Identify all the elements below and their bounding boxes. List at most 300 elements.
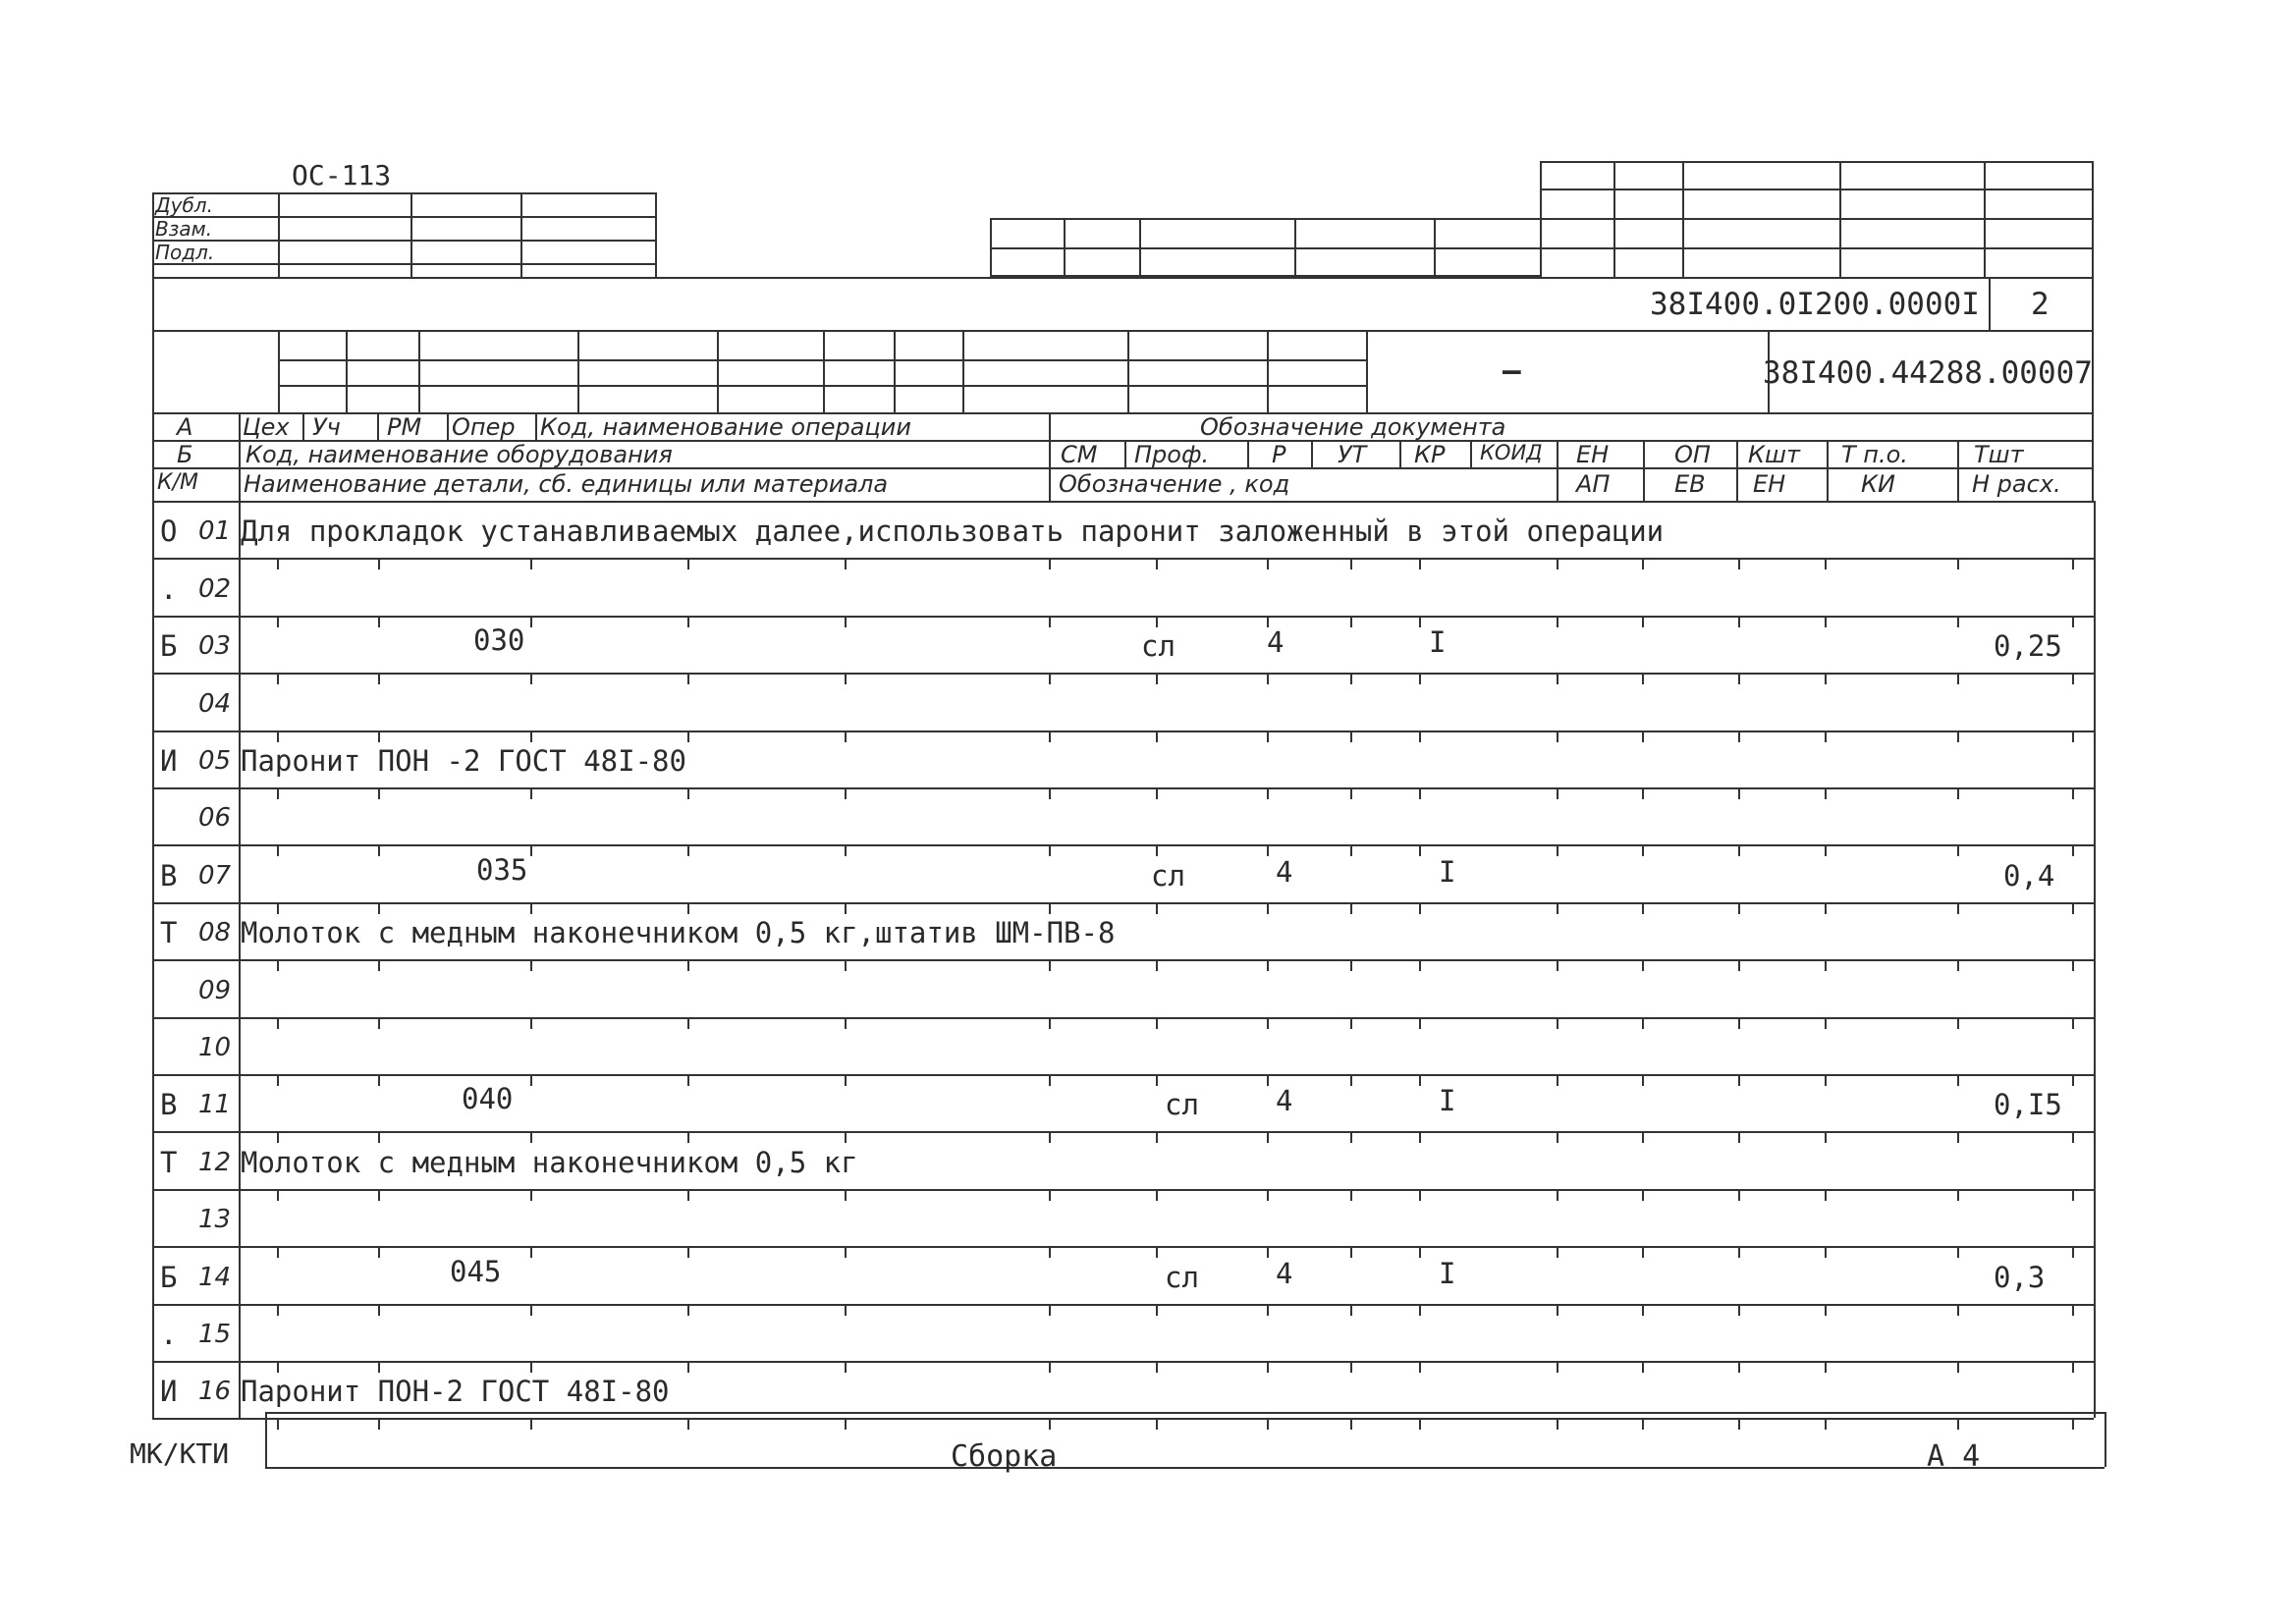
- column-tick: [687, 1131, 689, 1143]
- column-tick: [1156, 787, 1158, 799]
- column-tick: [378, 1131, 380, 1143]
- column-tick: [1738, 902, 1740, 914]
- column-tick: [277, 1304, 279, 1316]
- column-tick: [1957, 844, 1959, 856]
- column-tick: [1156, 844, 1158, 856]
- column-tick: [2072, 1246, 2074, 1258]
- column-tick: [1738, 731, 1740, 742]
- column-tick: [1957, 1246, 1959, 1258]
- header-label-tpo: Т п.о.: [1841, 441, 1908, 468]
- column-tick: [530, 1074, 532, 1086]
- column-tick: [2072, 1074, 2074, 1086]
- worker-code: сл: [1165, 1261, 1199, 1294]
- row-number: 08: [198, 918, 232, 947]
- column-tick: [1738, 1304, 1740, 1316]
- column-tick: [1642, 1017, 1644, 1029]
- column-tick: [2072, 616, 2074, 627]
- column-tick: [277, 1418, 279, 1430]
- column-tick: [687, 1418, 689, 1430]
- column-tick: [277, 787, 279, 799]
- column-tick: [1350, 844, 1352, 856]
- column-tick: [530, 1418, 532, 1430]
- column-tick: [1049, 787, 1051, 799]
- header-label-op: ОП: [1674, 441, 1711, 468]
- column-tick: [1825, 1246, 1827, 1258]
- column-tick: [1825, 1074, 1827, 1086]
- row-number: 01: [198, 516, 232, 546]
- column-tick: [1267, 787, 1269, 799]
- piece-time: 0,4: [2003, 859, 2055, 893]
- column-tick: [1557, 731, 1558, 742]
- column-tick: [1738, 787, 1740, 799]
- column-tick: [277, 731, 279, 742]
- column-tick: [378, 1017, 380, 1029]
- column-tick: [1350, 616, 1352, 627]
- header-label-rm: РМ: [387, 413, 422, 441]
- header-label-ev: ЕВ: [1674, 470, 1706, 498]
- column-tick: [1267, 1017, 1269, 1029]
- column-tick: [1825, 902, 1827, 914]
- column-tick: [687, 1189, 689, 1201]
- column-tick: [378, 1246, 380, 1258]
- column-tick: [1957, 1074, 1959, 1086]
- column-tick: [845, 731, 847, 742]
- column-tick: [1419, 1418, 1421, 1430]
- column-tick: [1267, 1304, 1269, 1316]
- column-tick: [1738, 558, 1740, 569]
- column-tick: [1557, 902, 1558, 914]
- worker-count: I: [1439, 1084, 1456, 1117]
- row-number: 06: [198, 803, 232, 833]
- row-type-letter: О: [160, 514, 178, 548]
- worker-count: I: [1439, 1257, 1456, 1290]
- row-rule: [152, 1074, 2094, 1076]
- row-type-letter: .: [160, 572, 178, 606]
- approval-label-podl: Подл.: [155, 241, 215, 264]
- row-rule: [152, 558, 2094, 560]
- column-tick: [1642, 959, 1644, 971]
- column-tick: [1642, 1131, 1644, 1143]
- column-tick: [1419, 1246, 1421, 1258]
- column-tick: [1738, 959, 1740, 971]
- column-tick: [845, 1418, 847, 1430]
- column-tick: [1267, 1074, 1269, 1086]
- column-tick: [1825, 1131, 1827, 1143]
- row-rule: [152, 959, 2094, 961]
- column-tick: [1825, 1304, 1827, 1316]
- column-tick: [1419, 959, 1421, 971]
- column-tick: [1350, 1074, 1352, 1086]
- column-tick: [1049, 1304, 1051, 1316]
- row-rule: [152, 1246, 2094, 1248]
- column-tick: [1738, 616, 1740, 627]
- row-number: 09: [198, 976, 232, 1005]
- column-tick: [1557, 1131, 1558, 1143]
- worker-code: сл: [1151, 859, 1185, 893]
- column-tick: [1156, 1189, 1158, 1201]
- column-tick: [1156, 959, 1158, 971]
- column-tick: [1419, 787, 1421, 799]
- column-tick: [1738, 1189, 1740, 1201]
- row-type-letter: И: [160, 744, 178, 778]
- column-tick: [1350, 731, 1352, 742]
- column-tick: [1642, 1246, 1644, 1258]
- column-tick: [277, 902, 279, 914]
- header-label-operation: Код, наименование операции: [540, 413, 911, 441]
- header-label-uch: Уч: [312, 413, 341, 441]
- column-tick: [530, 844, 532, 856]
- column-tick: [1350, 1017, 1352, 1029]
- row-rule: [152, 844, 2094, 846]
- column-tick: [530, 1017, 532, 1029]
- row-text: Молоток с медным наконечником 0,5 кг: [241, 1146, 858, 1179]
- column-tick: [1267, 1361, 1269, 1373]
- column-tick: [277, 1017, 279, 1029]
- table-right-border: [2094, 501, 2096, 1418]
- header-label-tsekh: Цех: [243, 413, 290, 441]
- column-tick: [1419, 616, 1421, 627]
- column-tick: [1642, 558, 1644, 569]
- approval-label-vzam: Взам.: [155, 217, 213, 241]
- column-tick: [845, 959, 847, 971]
- column-tick: [1419, 844, 1421, 856]
- column-tick: [1419, 1074, 1421, 1086]
- row-rule: [152, 616, 2094, 618]
- column-tick: [1825, 1361, 1827, 1373]
- header-label-document: Обозначение документа: [1200, 413, 1506, 441]
- row-text: Паронит ПОН -2 ГОСТ 48I-80: [241, 744, 686, 778]
- row-number: 16: [198, 1377, 232, 1406]
- column-tick: [1957, 1361, 1959, 1373]
- column-tick: [1557, 616, 1558, 627]
- column-tick: [1049, 959, 1051, 971]
- column-tick: [1419, 731, 1421, 742]
- row-rule: [152, 787, 2094, 789]
- column-tick: [378, 673, 380, 684]
- row-type-letter: .: [160, 1318, 178, 1351]
- column-tick: [687, 902, 689, 914]
- column-tick: [1049, 616, 1051, 627]
- column-tick: [1156, 1246, 1158, 1258]
- column-tick: [2072, 959, 2074, 971]
- column-tick: [1642, 787, 1644, 799]
- column-tick: [1557, 844, 1558, 856]
- column-tick: [530, 902, 532, 914]
- column-tick: [1156, 1304, 1158, 1316]
- column-tick: [1419, 1131, 1421, 1143]
- column-tick: [1419, 1017, 1421, 1029]
- column-tick: [1350, 959, 1352, 971]
- column-tick: [1738, 1017, 1740, 1029]
- column-tick: [1156, 1017, 1158, 1029]
- column-tick: [1738, 1418, 1740, 1430]
- doc-code-secondary: 38I400.44288.00007: [1763, 355, 2093, 391]
- row-rule: [152, 902, 2094, 904]
- header-label-en: ЕН: [1576, 441, 1610, 468]
- column-tick: [1267, 844, 1269, 856]
- header-label-nrask: Н расх.: [1972, 470, 2061, 498]
- column-tick: [1642, 673, 1644, 684]
- header-label-prof: Проф.: [1134, 441, 1210, 468]
- row-type-letter: И: [160, 1375, 178, 1408]
- column-tick: [530, 731, 532, 742]
- profession-grade: 4: [1276, 855, 1293, 889]
- column-tick: [1350, 1361, 1352, 1373]
- column-tick: [530, 959, 532, 971]
- column-tick: [845, 616, 847, 627]
- header-label-en2: ЕН: [1753, 470, 1786, 498]
- header-label-kshr: Кшт: [1748, 441, 1800, 468]
- worker-count: I: [1439, 855, 1456, 889]
- column-tick: [1642, 1304, 1644, 1316]
- piece-time: 0,3: [1994, 1261, 2046, 1294]
- column-tick: [687, 731, 689, 742]
- column-tick: [1049, 731, 1051, 742]
- column-tick: [1156, 1418, 1158, 1430]
- sheet-number: 2: [2031, 287, 2050, 322]
- column-tick: [530, 1189, 532, 1201]
- column-tick: [1267, 1131, 1269, 1143]
- header-marker-a: А: [177, 413, 193, 441]
- column-tick: [1350, 1131, 1352, 1143]
- row-rule: [152, 1304, 2094, 1306]
- column-tick: [1419, 1361, 1421, 1373]
- column-tick: [378, 844, 380, 856]
- dash-mark: –: [1503, 353, 1521, 389]
- column-tick: [845, 1304, 847, 1316]
- column-tick: [277, 1131, 279, 1143]
- column-tick: [1825, 1189, 1827, 1201]
- column-tick: [1557, 787, 1558, 799]
- column-tick: [1825, 844, 1827, 856]
- footer-form-code: МК/КТИ: [130, 1437, 230, 1470]
- column-tick: [1267, 1246, 1269, 1258]
- row-number: 15: [198, 1320, 232, 1349]
- column-tick: [845, 1074, 847, 1086]
- column-tick: [1738, 844, 1740, 856]
- column-tick: [845, 787, 847, 799]
- worker-code: сл: [1165, 1088, 1199, 1121]
- column-tick: [845, 673, 847, 684]
- column-tick: [1957, 1017, 1959, 1029]
- operation-code: 045: [450, 1255, 502, 1288]
- header-label-equipment: Код, наименование оборудования: [246, 441, 673, 468]
- column-tick: [1642, 1189, 1644, 1201]
- column-tick: [2072, 1131, 2074, 1143]
- header-label-ut: УТ: [1338, 441, 1367, 468]
- column-tick: [1267, 902, 1269, 914]
- column-tick: [530, 1131, 532, 1143]
- column-tick: [1350, 787, 1352, 799]
- column-tick: [1350, 558, 1352, 569]
- column-tick: [1049, 1017, 1051, 1029]
- column-tick: [1049, 1246, 1051, 1258]
- column-tick: [1419, 1304, 1421, 1316]
- row-type-letter: Б: [160, 1261, 178, 1294]
- row-rule: [152, 1361, 2094, 1363]
- column-tick: [1557, 1189, 1558, 1201]
- column-tick: [1049, 1074, 1051, 1086]
- column-tick: [2072, 1304, 2074, 1316]
- column-tick: [687, 1361, 689, 1373]
- column-tick: [1642, 844, 1644, 856]
- column-tick: [378, 558, 380, 569]
- column-tick: [1642, 731, 1644, 742]
- column-tick: [845, 558, 847, 569]
- column-tick: [1049, 1418, 1051, 1430]
- operation-code: 035: [476, 853, 528, 887]
- row-text: Паронит ПОН-2 ГОСТ 48I-80: [241, 1375, 670, 1408]
- column-tick: [1642, 1361, 1644, 1373]
- profession-grade: 4: [1267, 625, 1285, 659]
- header-label-sm: СМ: [1061, 441, 1098, 468]
- column-tick: [2072, 731, 2074, 742]
- column-tick: [1642, 616, 1644, 627]
- profession-grade: 4: [1276, 1257, 1293, 1290]
- column-tick: [1156, 1131, 1158, 1143]
- column-tick: [1642, 1418, 1644, 1430]
- column-tick: [687, 1074, 689, 1086]
- row-number: 03: [198, 631, 232, 661]
- column-tick: [687, 1246, 689, 1258]
- column-tick: [1957, 959, 1959, 971]
- column-tick: [2072, 1017, 2074, 1029]
- column-tick: [1049, 673, 1051, 684]
- column-tick: [1642, 1074, 1644, 1086]
- header-marker-b: Б: [177, 441, 193, 468]
- row-number: 02: [198, 574, 232, 604]
- form-number: ОС-113: [292, 159, 392, 191]
- column-tick: [1350, 673, 1352, 684]
- column-tick: [277, 1361, 279, 1373]
- column-tick: [530, 616, 532, 627]
- column-tick: [530, 1361, 532, 1373]
- worker-count: I: [1429, 625, 1447, 659]
- row-type-letter: В: [160, 1088, 178, 1121]
- column-tick: [2072, 1418, 2074, 1430]
- column-tick: [277, 844, 279, 856]
- column-tick: [1738, 1131, 1740, 1143]
- column-tick: [2072, 844, 2074, 856]
- column-tick: [1957, 1189, 1959, 1201]
- column-tick: [1049, 844, 1051, 856]
- column-tick: [277, 616, 279, 627]
- column-tick: [1557, 673, 1558, 684]
- row-number: 12: [198, 1148, 232, 1177]
- footer-sheet-format: А 4: [1927, 1439, 1981, 1474]
- column-tick: [1957, 616, 1959, 627]
- column-tick: [687, 1017, 689, 1029]
- column-tick: [277, 959, 279, 971]
- column-tick: [1557, 1017, 1558, 1029]
- column-tick: [1350, 902, 1352, 914]
- column-tick: [1557, 1418, 1558, 1430]
- column-tick: [1957, 1131, 1959, 1143]
- row-number: 07: [198, 861, 232, 891]
- column-tick: [2072, 787, 2074, 799]
- column-tick: [1957, 558, 1959, 569]
- column-tick: [687, 959, 689, 971]
- column-tick: [1557, 558, 1558, 569]
- row-number: 05: [198, 746, 232, 776]
- column-tick: [2072, 673, 2074, 684]
- column-tick: [1957, 787, 1959, 799]
- row-type-letter: Т: [160, 1146, 178, 1179]
- column-tick: [845, 1361, 847, 1373]
- column-tick: [1557, 1074, 1558, 1086]
- column-tick: [1557, 1304, 1558, 1316]
- column-tick: [687, 787, 689, 799]
- column-tick: [1642, 902, 1644, 914]
- row-text: Для прокладок устанавливаемых далее,использовать паронит заложенный в этой операции: [241, 514, 1665, 548]
- column-tick: [1825, 787, 1827, 799]
- header-label-designation: Обозначение , код: [1059, 470, 1290, 498]
- column-tick: [1049, 902, 1051, 914]
- column-tick: [1156, 673, 1158, 684]
- column-tick: [1957, 902, 1959, 914]
- column-tick: [378, 787, 380, 799]
- column-tick: [1557, 959, 1558, 971]
- row-rule: [152, 673, 2094, 675]
- column-tick: [1825, 1017, 1827, 1029]
- header-label-koid: КОИД: [1480, 441, 1543, 464]
- row-number: 11: [198, 1090, 232, 1119]
- column-tick: [1825, 673, 1827, 684]
- column-tick: [845, 1189, 847, 1201]
- column-tick: [530, 1246, 532, 1258]
- column-tick: [378, 1189, 380, 1201]
- column-tick: [1738, 1074, 1740, 1086]
- column-tick: [1957, 731, 1959, 742]
- column-tick: [1825, 959, 1827, 971]
- row-number: 10: [198, 1033, 232, 1062]
- column-tick: [2072, 1189, 2074, 1201]
- approval-label-dubl: Дубл.: [155, 193, 213, 217]
- column-tick: [1350, 1418, 1352, 1430]
- column-tick: [1738, 673, 1740, 684]
- column-tick: [1267, 959, 1269, 971]
- piece-time: 0,25: [1994, 629, 2062, 663]
- column-tick: [1156, 616, 1158, 627]
- column-tick: [845, 1017, 847, 1029]
- column-tick: [687, 616, 689, 627]
- header-label-ki: КИ: [1861, 470, 1895, 498]
- column-tick: [1156, 731, 1158, 742]
- column-tick: [378, 959, 380, 971]
- row-number: 04: [198, 689, 232, 719]
- column-tick: [277, 673, 279, 684]
- column-tick: [1957, 673, 1959, 684]
- worker-code: сл: [1141, 629, 1175, 663]
- column-tick: [845, 1246, 847, 1258]
- header-label-detail: Наименование детали, сб. единицы или материала: [244, 470, 889, 498]
- column-tick: [1825, 731, 1827, 742]
- header-label-kr: КР: [1414, 441, 1446, 468]
- column-tick: [378, 1074, 380, 1086]
- column-tick: [687, 673, 689, 684]
- column-tick: [1957, 1418, 1959, 1430]
- column-tick: [378, 1304, 380, 1316]
- column-tick: [1350, 1304, 1352, 1316]
- column-tick: [845, 1131, 847, 1143]
- column-tick: [1156, 1361, 1158, 1373]
- column-tick: [1049, 1189, 1051, 1201]
- column-tick: [2072, 1361, 2074, 1373]
- row-rule: [152, 731, 2094, 732]
- column-tick: [1350, 1189, 1352, 1201]
- column-tick: [1156, 558, 1158, 569]
- column-tick: [378, 616, 380, 627]
